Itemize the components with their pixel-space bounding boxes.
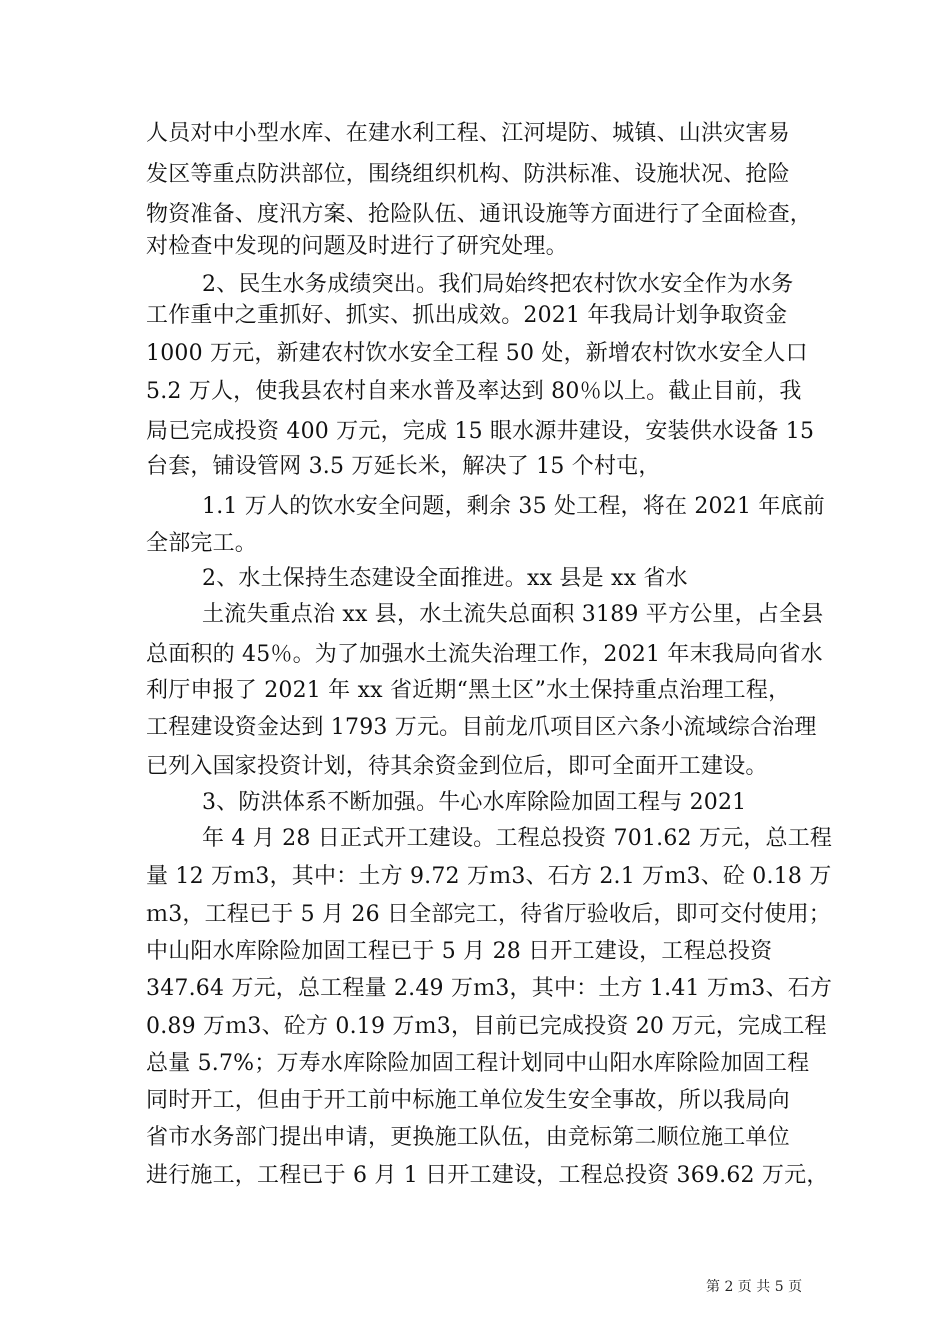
text-line: 台套，铺设管网 3.5 万延长米，解决了 15 个村屯， <box>146 454 661 479</box>
text-line: ｍ3，工程已于 5 月 26 日全部完工，待省厅验收后，即可交付使用； <box>146 902 831 927</box>
text-line: 人员对中小型水库、在建水利工程、江河堤防、城镇、山洪灾害易 <box>146 121 790 146</box>
text-line: 局已完成投资 400 万元，完成 15 眼水源井建设，安装供水设备 15 <box>146 419 815 444</box>
text-line: 发区等重点防洪部位，围绕组织机构、防洪标准、设施状况、抢险 <box>146 162 790 187</box>
text-line: 工程建设资金达到 1793 万元。目前龙爪项目区六条小流域综合治理 <box>146 715 817 740</box>
text-line: 工作重中之重抓好、抓实、抓出成效。2021 年我局计划争取资金 <box>146 303 788 328</box>
text-line: 利厅申报了 2021 年 xx 省近期“黑土区”水土保持重点治理工程， <box>146 678 791 703</box>
paragraph-first-line: 1.1 万人的饮水安全问题，剩余 35 处工程，将在 2021 年底前 <box>202 494 825 519</box>
text-line: 中山阳水库除险加固工程已于 5 月 28 日开工建设，工程总投资 <box>146 939 773 964</box>
text-line: 总量 5.7%；万寿水库除险加固工程计划同中山阳水库除险加固工程 <box>146 1051 810 1076</box>
paragraph-first-line: 年 4 月 28 日正式开工建设。工程总投资 701.62 万元，总工程 <box>202 826 833 851</box>
text-line: 1000 万元，新建农村饮水安全工程 50 处，新增农村饮水安全人口 <box>146 341 808 366</box>
text-line: 总面积的 45％。为了加强水土流失治理工作，2021 年末我局向省水 <box>146 642 823 667</box>
paragraph-first-line: 2、民生水务成绩突出。我们局始终把农村饮水安全作为水务 <box>202 272 794 297</box>
text-line: 347.64 万元，总工程量 2.49 万ｍ3，其中：土方 1.41 万ｍ3、石方 <box>146 976 833 1001</box>
text-line: 物资准备、度汛方案、抢险队伍、通讯设施等方面进行了全面检查， <box>146 202 813 227</box>
page-number-footer: 第 2 页 共 5 页 <box>706 1279 803 1295</box>
paragraph-first-line: 2、水土保持生态建设全面推进。xx 县是 xx 省水 <box>202 566 688 591</box>
text-line: 对检查中发现的问题及时进行了研究处理。 <box>146 234 568 259</box>
text-line: 省市水务部门提出申请，更换施工队伍，由竞标第二顺位施工单位 <box>146 1125 790 1150</box>
text-line: 量 12 万ｍ3，其中：土方 9.72 万ｍ3、石方 2.1 万ｍ3、砼 0.18 万 <box>146 864 832 889</box>
text-line: 全部完工。 <box>146 531 258 556</box>
paragraph-first-line: 土流失重点治 xx 县，水土流失总面积 3189 平方公里，占全县 <box>202 602 824 627</box>
text-line: 已列入国家投资计划，待其余资金到位后，即可全面开工建设。 <box>146 754 768 779</box>
text-line: 0.89 万ｍ3、砼方 0.19 万ｍ3，目前已完成投资 20 万元，完成工程 <box>146 1014 827 1039</box>
paragraph-first-line: 3、防洪体系不断加强。牛心水库除险加固工程与 2021 <box>202 790 747 815</box>
text-line: 5.2 万人，使我县农村自来水普及率达到 80％以上。截止目前，我 <box>146 379 802 404</box>
text-line: 同时开工，但由于开工前中标施工单位发生安全事故，所以我局向 <box>146 1088 790 1113</box>
text-line: 进行施工，工程已于 6 月 1 日开工建设，工程总投资 369.62 万元， <box>146 1163 829 1188</box>
